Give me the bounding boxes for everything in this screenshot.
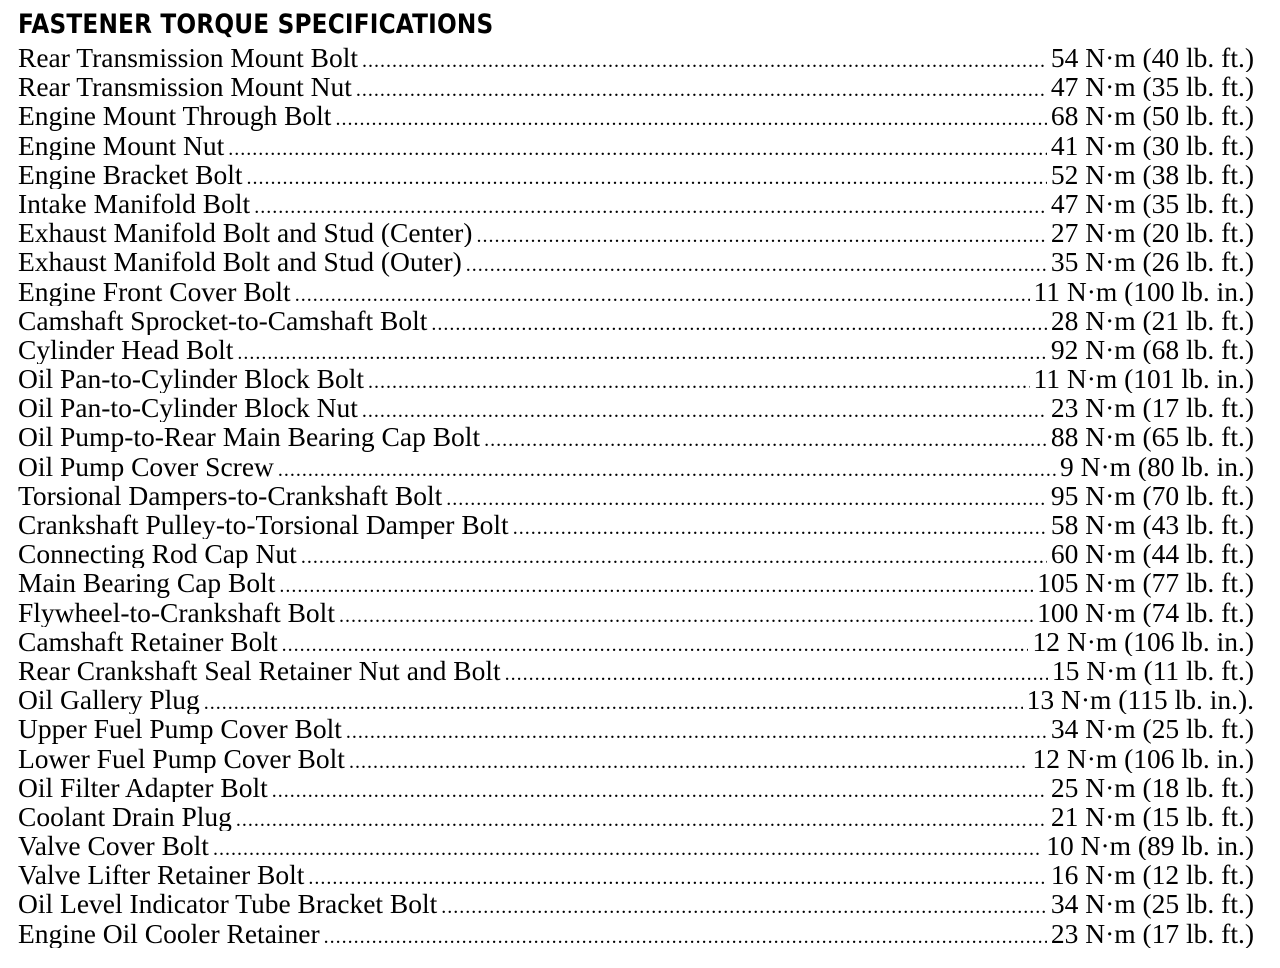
dot-leader <box>301 543 1047 568</box>
spec-row <box>18 919 1254 948</box>
spec-row <box>18 510 1254 539</box>
spec-row <box>18 277 1254 306</box>
spec-row <box>18 218 1254 247</box>
torque-value: 23 N·m (17 lb. ft.) <box>1050 393 1254 423</box>
dot-leader <box>446 485 1047 510</box>
torque-value: 58 N·m (43 lb. ft.) <box>1050 510 1254 540</box>
torque-value: 92 N·m (68 lb. ft.) <box>1050 334 1254 365</box>
fastener-name: Connecting Rod Cap Nut <box>18 539 297 569</box>
dot-leader <box>441 893 1047 918</box>
spec-row <box>18 656 1254 685</box>
dot-leader <box>295 281 1030 306</box>
spec-row <box>18 568 1254 597</box>
dot-leader <box>204 689 1023 714</box>
fastener-name: Cylinder Head Bolt <box>18 334 234 365</box>
dot-leader <box>466 251 1047 276</box>
spec-row <box>18 452 1254 481</box>
torque-value: 54 N·m (40 lb. ft.) <box>1050 43 1254 73</box>
torque-value: 10 N·m (89 lb. in.) <box>1046 831 1254 861</box>
torque-value: 23 N·m (17 lb. ft.) <box>1050 918 1254 948</box>
torque-value: 9 N·m (80 lb. in.) <box>1059 451 1254 481</box>
torque-value: 25 N·m (18 lb. ft.) <box>1050 772 1254 802</box>
torque-value: 47 N·m (35 lb. ft.) <box>1050 72 1254 102</box>
dot-leader <box>335 105 1046 130</box>
dot-leader <box>362 397 1047 422</box>
spec-row <box>18 335 1254 364</box>
spec-row <box>18 189 1254 218</box>
fastener-name: Oil Filter Adapter Bolt <box>18 772 268 802</box>
fastener-name: Rear Transmission Mount Bolt <box>18 43 358 73</box>
spec-row <box>18 422 1254 451</box>
dot-leader <box>431 310 1046 335</box>
fastener-name: Oil Pump Cover Screw <box>18 451 274 481</box>
spec-row <box>18 160 1254 189</box>
fastener-name: Exhaust Manifold Bolt and Stud (Center) <box>18 218 473 248</box>
dot-leader <box>349 748 1029 773</box>
spec-row <box>18 101 1254 130</box>
fastener-name: Crankshaft Pulley-to-Torsional Damper Bolt <box>18 510 509 540</box>
torque-value: 34 N·m (25 lb. ft.) <box>1050 889 1254 919</box>
fastener-name: Oil Level Indicator Tube Bracket Bolt <box>18 889 438 919</box>
dot-leader <box>513 514 1047 539</box>
fastener-name: Upper Fuel Pump Cover Bolt <box>18 714 342 744</box>
torque-value: 41 N·m (30 lb. ft.) <box>1050 130 1254 160</box>
dot-leader <box>476 222 1046 247</box>
torque-value: 21 N·m (15 lb. ft.) <box>1050 801 1254 832</box>
torque-value: 13 N·m (115 lb. in.). <box>1026 685 1254 715</box>
spec-row <box>18 306 1254 335</box>
fastener-name: Engine Mount Through Bolt <box>18 101 332 131</box>
fastener-name: Intake Manifold Bolt <box>18 188 251 219</box>
dot-leader <box>339 602 1033 627</box>
fastener-name: Torsional Dampers-to-Crankshaft Bolt <box>18 480 443 510</box>
dot-leader <box>282 631 1029 656</box>
spec-row <box>18 685 1254 714</box>
torque-value: 52 N·m (38 lb. ft.) <box>1050 159 1254 189</box>
dot-leader <box>505 660 1048 685</box>
spec-row <box>18 860 1254 889</box>
torque-value: 105 N·m (77 lb. ft.) <box>1037 568 1254 598</box>
spec-row <box>18 131 1254 160</box>
dot-leader <box>247 164 1047 189</box>
torque-value: 60 N·m (44 lb. ft.) <box>1050 539 1254 569</box>
fastener-name: Engine Front Cover Bolt <box>18 276 291 306</box>
torque-value: 16 N·m (12 lb. ft.) <box>1050 860 1254 890</box>
fastener-name: Camshaft Retainer Bolt <box>18 626 278 656</box>
dot-leader <box>236 806 1047 831</box>
fastener-name: Exhaust Manifold Bolt and Stud (Outer) <box>18 247 462 277</box>
spec-row <box>18 773 1254 802</box>
torque-value: 11 N·m (100 lb. in.) <box>1033 276 1254 306</box>
fastener-name: Rear Crankshaft Seal Retainer Nut and Bolt <box>18 655 501 686</box>
spec-row <box>18 247 1254 276</box>
torque-value: 35 N·m (26 lb. ft.) <box>1050 247 1254 277</box>
fastener-name: Oil Pan-to-Cylinder Block Nut <box>18 393 358 423</box>
torque-value: 11 N·m (101 lb. in.) <box>1033 364 1254 394</box>
torque-spec-document <box>18 8 1254 948</box>
dot-leader <box>272 777 1047 802</box>
torque-value: 34 N·m (25 lb. ft.) <box>1050 714 1254 744</box>
torque-value: 28 N·m (21 lb. ft.) <box>1050 305 1254 335</box>
dot-leader <box>308 864 1046 889</box>
fastener-name: Flywheel-to-Crankshaft Bolt <box>18 597 335 627</box>
spec-row <box>18 481 1254 510</box>
torque-value: 27 N·m (20 lb. ft.) <box>1050 218 1254 248</box>
dot-leader <box>324 923 1047 948</box>
dot-leader <box>368 368 1029 393</box>
spec-row <box>18 831 1254 860</box>
torque-value: 95 N·m (70 lb. ft.) <box>1050 480 1254 510</box>
dot-leader <box>254 193 1047 218</box>
torque-value: 12 N·m (106 lb. in.) <box>1032 743 1254 773</box>
dot-leader <box>237 339 1046 364</box>
dot-leader <box>228 135 1047 160</box>
torque-value: 12 N·m (106 lb. in.) <box>1032 626 1254 656</box>
dot-leader <box>362 47 1047 72</box>
spec-row <box>18 714 1254 743</box>
fastener-name: Engine Bracket Bolt <box>18 159 243 189</box>
fastener-name: Main Bearing Cap Bolt <box>18 568 276 598</box>
dot-leader <box>346 718 1047 743</box>
spec-row <box>18 627 1254 656</box>
fastener-name: Oil Pan-to-Cylinder Block Bolt <box>18 364 365 394</box>
spec-row <box>18 539 1254 568</box>
dot-leader <box>279 572 1033 597</box>
fastener-name: Lower Fuel Pump Cover Bolt <box>18 743 345 773</box>
spec-row <box>18 43 1254 72</box>
dot-leader <box>278 456 1056 481</box>
spec-list <box>18 43 1254 948</box>
torque-value: 15 N·m (11 lb. ft.) <box>1051 655 1254 686</box>
fastener-name: Valve Lifter Retainer Bolt <box>18 860 305 890</box>
fastener-name: Oil Gallery Plug <box>18 685 200 715</box>
fastener-name: Engine Oil Cooler Retainer <box>18 918 320 948</box>
page-title: FASTENER TORQUE SPECIFICATIONS <box>18 9 494 40</box>
spec-row <box>18 393 1254 422</box>
fastener-name: Engine Mount Nut <box>18 130 225 160</box>
torque-value: 88 N·m (65 lb. ft.) <box>1050 422 1254 452</box>
spec-row <box>18 364 1254 393</box>
fastener-name: Valve Cover Bolt <box>18 831 209 861</box>
torque-value: 68 N·m (50 lb. ft.) <box>1050 101 1254 131</box>
spec-row <box>18 802 1254 831</box>
torque-value: 47 N·m (35 lb. ft.) <box>1050 188 1254 219</box>
fastener-name: Camshaft Sprocket-to-Camshaft Bolt <box>18 305 428 335</box>
dot-leader <box>484 426 1047 451</box>
torque-value: 100 N·m (74 lb. ft.) <box>1037 597 1254 627</box>
spec-row <box>18 72 1254 101</box>
fastener-name: Rear Transmission Mount Nut <box>18 72 352 102</box>
spec-row <box>18 889 1254 918</box>
spec-row <box>18 744 1254 773</box>
dot-leader <box>213 835 1042 860</box>
spec-row <box>18 598 1254 627</box>
dot-leader <box>356 76 1047 101</box>
fastener-name: Coolant Drain Plug <box>18 801 232 832</box>
fastener-name: Oil Pump-to-Rear Main Bearing Cap Bolt <box>18 422 481 452</box>
